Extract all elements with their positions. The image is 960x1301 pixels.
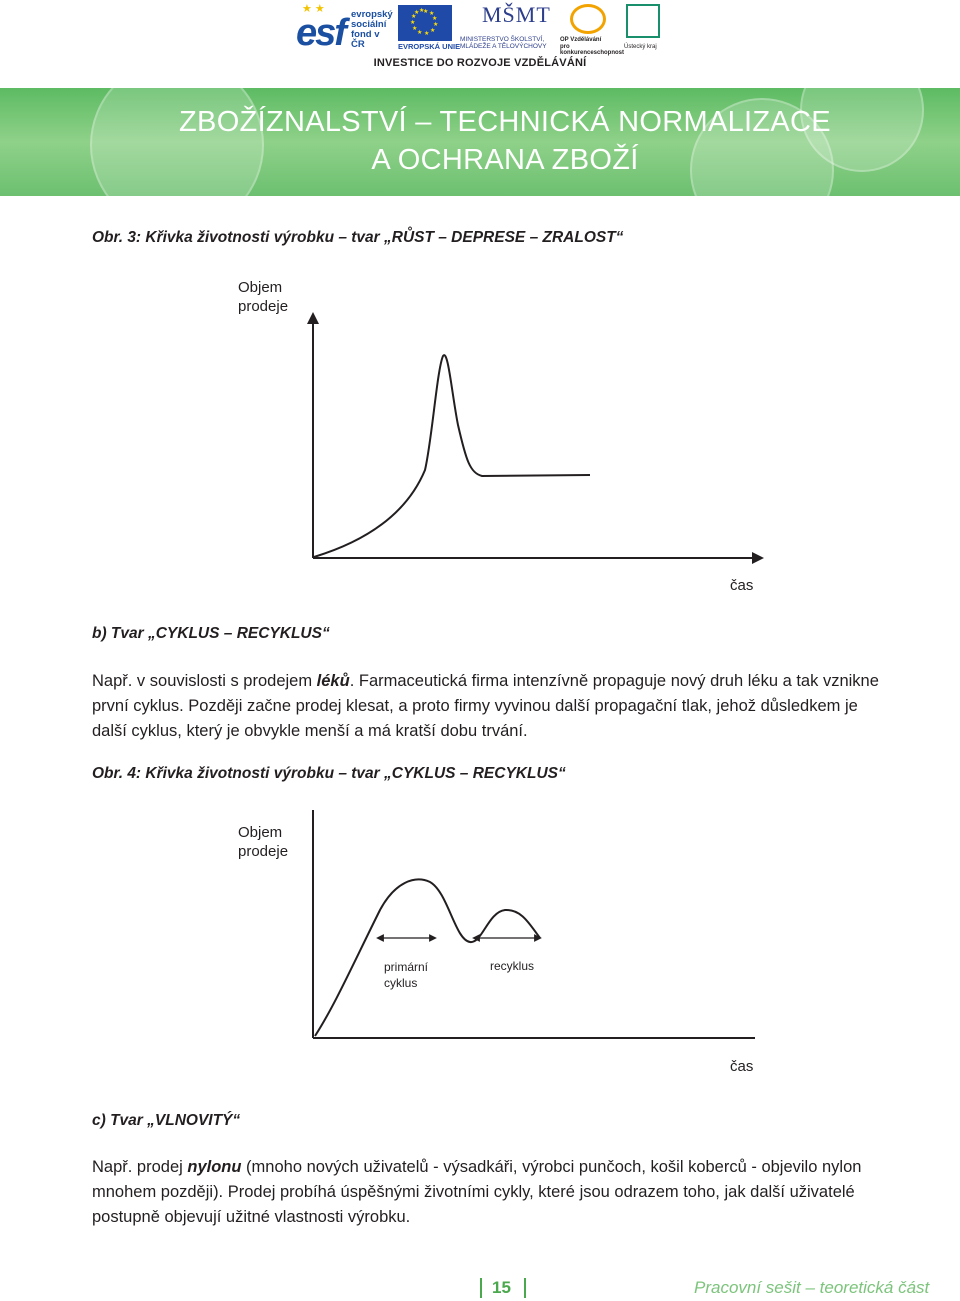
section-c-heading: c) Tvar „VLNOVITÝ“	[92, 1112, 241, 1129]
figure-3-caption: Obr. 3: Křivka životnosti výrobku – tvar „RŮST – DEPRESE – ZRALOST“	[92, 229, 624, 246]
kraj-label: Ústecký kraj	[624, 44, 657, 50]
page-number: 15	[492, 1278, 511, 1297]
esf-text: evropský sociální fond v ČR	[351, 9, 393, 50]
svg-text:★: ★	[411, 13, 417, 20]
svg-text:★: ★	[410, 19, 416, 26]
section-b-paragraph: Např. v souvislosti s prodejem léků. Farmaceutická firma intenzívně propaguje nový druh léku a tak vznikne první cyklus. Později začne prodej klesat, a proto firmy vyvinou další propagační tlak, jehož důsledkem je další cyklus, který je obvykle menší a má kratší dobu trvání.	[92, 672, 879, 740]
star-icon: ★ ★	[302, 3, 325, 15]
svg-text:★: ★	[419, 7, 425, 14]
svg-text:★: ★	[423, 8, 429, 15]
msmt-mark: MŠMT	[482, 2, 551, 27]
eu-flag-icon	[398, 5, 452, 41]
op-circle-icon	[570, 4, 606, 34]
section-c-paragraph: Např. prodej nylonu (mnoho nových uživatelů - výsadkáři, výrobci punčoch, košil koberců - objevilo nylon mnohem později). Prodej probíhá úspěšnými životními cykly, které jsou odrazem toho, jak další uživatelé postupně objevují užitné vlastnosti výrobku.	[92, 1158, 862, 1226]
fig3-y-label: Objem prodeje	[238, 279, 289, 315]
fig4-x-label: čas	[730, 1058, 754, 1075]
section-b-heading: b) Tvar „CYKLUS – RECYKLUS“	[92, 625, 330, 642]
kraj-emblem-icon	[626, 4, 660, 38]
msmt-logo	[460, 2, 550, 50]
svg-text:★: ★	[433, 21, 439, 28]
figure-4-caption: Obr. 4: Křivka životnosti výrobku – tvar „CYKLUS – RECYKLUS“	[92, 765, 566, 782]
svg-text:★: ★	[414, 9, 420, 16]
kraj-logo	[624, 4, 664, 50]
investice-slogan: INVESTICE DO ROZVOJE VZDĚLÁVÁNÍ	[373, 57, 587, 69]
footer-title: Pracovní sešit – teoretická část	[694, 1278, 930, 1297]
coin-decoration	[90, 88, 264, 196]
recycle-label: recyklus	[490, 959, 535, 973]
title-banner	[0, 88, 960, 196]
op-logo	[560, 4, 625, 56]
fig4-y-label: Objem prodeje	[238, 824, 289, 860]
figure-4-graph	[300, 800, 770, 1050]
svg-text:★: ★	[429, 10, 435, 17]
esf-logo	[296, 3, 393, 54]
logo-strip	[0, 0, 960, 88]
eu-label: EVROPSKÁ UNIE	[398, 42, 461, 51]
footer-bar-left	[480, 1278, 482, 1298]
svg-text:★: ★	[424, 30, 430, 37]
footer-bar-right	[524, 1278, 526, 1298]
esf-mark: esf	[296, 12, 345, 54]
fig3-sales-curve	[314, 355, 590, 557]
svg-text:★: ★	[412, 25, 418, 32]
figure-3-graph	[300, 310, 770, 570]
msmt-text: MINISTERSTVO ŠKOLSTVÍ, MLÁDEŽE A TĚLOVÝCHOVY	[460, 36, 547, 50]
banner-title-line-1: ZBOŽÍZNALSTVÍ – TECHNICKÁ NORMALIZACE	[179, 106, 831, 138]
svg-text:★: ★	[430, 27, 436, 34]
primary-cycle-label: primární cyklus	[384, 960, 429, 990]
svg-text:★: ★	[417, 29, 423, 36]
fig3-x-label: čas	[730, 577, 754, 594]
op-text: OP Vzdělávání pro konkurenceschopnost	[560, 37, 625, 56]
banner-title-line-2: A OCHRANA ZBOŽÍ	[371, 144, 639, 176]
svg-text:★: ★	[432, 15, 438, 22]
